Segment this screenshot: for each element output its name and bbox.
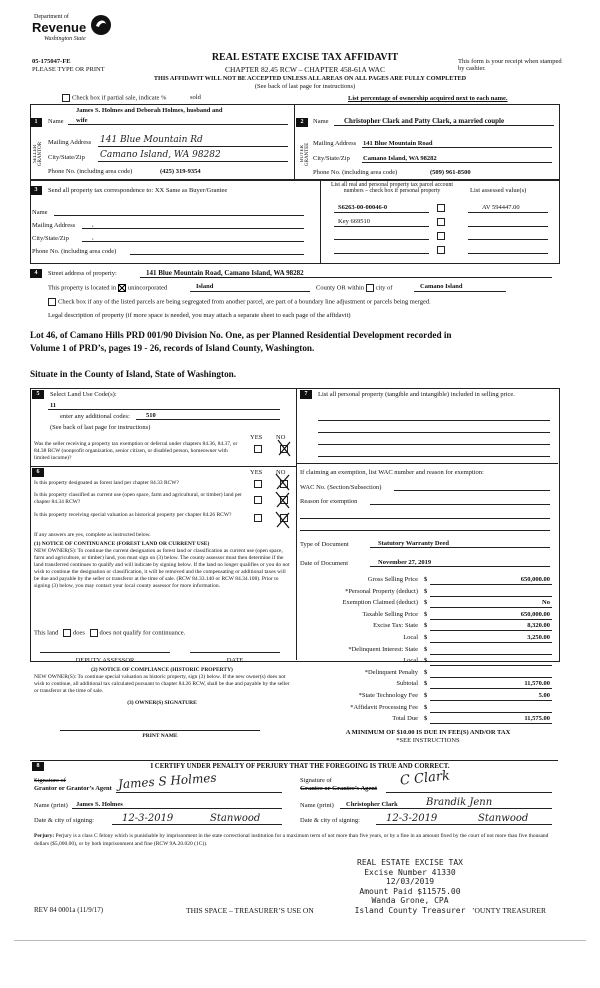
stamp-line-2: Excise Number 41330: [364, 867, 456, 877]
section-3-number: 3: [30, 186, 42, 195]
footer-bottom-line: [14, 940, 586, 941]
partial-sale-checkbox[interactable]: [62, 94, 70, 102]
additional-codes-label: enter any additional codes:: [60, 413, 130, 420]
seller-name-label: Name: [48, 118, 64, 125]
land-use-label: Select Land Use Code(s):: [50, 391, 117, 398]
tax-row-label: Excise Tax: State: [373, 622, 418, 630]
county-value[interactable]: Island: [196, 283, 214, 290]
grantor-print-underline: [72, 808, 282, 809]
tax-row-label: Local: [403, 634, 418, 641]
parcel-2[interactable]: Key 669510: [338, 218, 370, 225]
street-label: Street address of property:: [48, 270, 117, 277]
forest-yes-checkbox[interactable]: [254, 480, 262, 488]
tax-row-label: Gross Selling Price: [367, 576, 418, 583]
seller-side-label: SELLER GRANTOR: [33, 141, 43, 167]
grantee-date-underline: [376, 824, 552, 825]
tax-row-label: Taxable Selling Price: [362, 610, 418, 618]
owner-sig-label: (3) OWNER(S) SIGNATURE: [127, 700, 197, 706]
footer-rev: REV 84 0001a (11/9/17): [34, 906, 104, 914]
city-of-label: city of: [375, 284, 393, 292]
exemption-claim-label: If claiming an exemption, list WAC number and reason for exemption:: [300, 469, 484, 476]
personal-line-4: [318, 456, 550, 457]
sig-grantee-label-1: Signature of: [300, 777, 332, 784]
certify-statement: I CERTIFY UNDER PENALTY OF PERJURY THAT THE FOREGOING IS TRUE AND CORRECT.: [150, 763, 450, 770]
tax-row-underline: [430, 630, 552, 631]
tax-row-underline: [430, 584, 552, 585]
see-back: (See back of last page for instructions): [254, 83, 356, 90]
section-7-mid-line: [296, 463, 558, 464]
tax-row-label: *Personal Property (deduct): [345, 587, 418, 595]
seller-mailing-label: Mailing Address: [48, 139, 92, 146]
form-id: 05-175047-FE: [32, 58, 71, 65]
tax-row-label: *State Technology Fee: [358, 692, 418, 699]
buyer-name-value[interactable]: Christopher Clark and Patty Clark, a married couple: [344, 117, 505, 125]
historic-question: Is this property receiving special valuation as historical property per chapter 84.26 RCW?: [34, 512, 232, 518]
grantor-date-city-label: Date & city of signing:: [34, 817, 94, 824]
tax-row-dollar: $: [424, 576, 428, 583]
form-warning: THIS AFFIDAVIT WILL NOT BE ACCEPTED UNLESS ALL AREAS ON ALL PAGES ARE FULLY COMPLETED: [153, 75, 467, 82]
forest-question: Is this property designated as forest land per chapter 84.33 RCW?: [34, 480, 179, 486]
section-8-number: 8: [32, 762, 44, 771]
seller-city-underline: [98, 161, 288, 162]
does-not-checkbox[interactable]: [90, 629, 98, 637]
grantor-print-label: Name (print): [34, 802, 68, 809]
deputy-date-underline: [190, 652, 280, 653]
tax-row-label: *Delinquent Interest: State: [348, 645, 418, 653]
segregated-row: [48, 298, 431, 306]
buyer-mailing-value[interactable]: 141 Blue Mountain Road: [363, 140, 433, 147]
grantee-print-label: Name (print): [300, 802, 334, 809]
seller-name-line1: James S. Holmes and Deborah Holmes, husband and: [76, 107, 223, 114]
street-underline: [140, 277, 552, 278]
grantor-city[interactable]: Stanwood: [210, 813, 261, 824]
buyer-phone-label: Phone No. (including area code): [313, 169, 398, 176]
legal-label: Legal description of property (if more space is needed, you may attach a separate sheet to each page of the affidavit): [48, 312, 351, 319]
tax-row-underline: [430, 688, 552, 689]
grantor-date[interactable]: 12-3-2019: [122, 813, 174, 824]
seller-city-value[interactable]: Camano Island, WA 98282: [100, 150, 221, 160]
corr-mailing-label: Mailing Address: [32, 222, 76, 229]
tax-row-dollar: $: [424, 680, 428, 688]
does-label: does: [73, 629, 85, 637]
stamp-line-4: Amount Paid $11575.00: [359, 886, 461, 896]
seller-mailing-underline: [98, 146, 288, 147]
tax-row-label: Exemption Claimed (deduct): [342, 599, 418, 607]
stamp-line-3: 12/03/2019: [385, 877, 435, 886]
partial-sale-row: [62, 94, 201, 102]
grantor-date-underline: [112, 824, 282, 825]
ownership-note: List percentage of ownership acquired next to each name.: [348, 95, 508, 102]
notice2-title: (2) NOTICE OF COMPLIANCE (HISTORIC PROPERTY): [91, 667, 233, 673]
land-use-value[interactable]: 11: [50, 402, 57, 409]
notice1-title: (1) NOTICE OF CONTINUANCE (FOREST LAND OR CURRENT USE): [34, 541, 210, 547]
notice2-body: NEW OWNER(S): To continue special valuation as historic property, sign (3) below. If the new owner(s) does not wish to continue, all additional tax calculated pursuant to chapter 84.26 RCW, shall be due and payable by the seller or transferor at the time of sale.: [34, 674, 290, 694]
doc-date-label: Date of Document: [300, 560, 349, 567]
section-6-number: 6: [32, 468, 44, 477]
footer-space: THIS SPACE – TREASURER’S USE ON: [186, 906, 314, 915]
please-type: PLEASE TYPE OR PRINT: [32, 66, 105, 73]
personal-property-label: List all personal property (tangible and intangible) included in selling price.: [318, 391, 515, 398]
buyer-name-underline: [334, 125, 554, 126]
logo-swirl-icon: [90, 14, 112, 36]
does-checkbox[interactable]: [63, 629, 71, 637]
grantor-signature[interactable]: James S Holmes: [117, 770, 217, 792]
wac-underline: [394, 490, 550, 491]
section-4-number: 4: [30, 269, 42, 278]
assessed-header: List assessed value(s): [470, 187, 527, 194]
doc-type-underline: [370, 547, 550, 548]
buyer-side-label: BUYER GRANTEE: [300, 142, 310, 166]
grantee-signature[interactable]: C Clark: [399, 768, 451, 789]
tax-row-underline: [430, 700, 552, 701]
doc-date-underline: [370, 566, 550, 567]
footer-county-treasurer: ’OUNTY TREASURER: [472, 906, 546, 915]
tax-row-value[interactable]: No: [542, 599, 550, 607]
tax-row-label: Subtotal: [396, 680, 418, 688]
reason-line-3: [300, 530, 550, 531]
corr-name-label: Name: [32, 209, 48, 216]
grantor-print-value[interactable]: James S. Holmes: [76, 801, 123, 808]
section5-yes: YES: [250, 434, 263, 441]
exemption-yes-checkbox[interactable]: [254, 445, 262, 453]
buyer-name-label: Name: [313, 118, 329, 125]
sig-grantee-label-2: Grantee or Grantee’s Agent: [300, 785, 378, 792]
buyer-mailing-underline: [362, 147, 552, 148]
buyer-phone-value[interactable]: (509) 961-8500: [430, 169, 471, 176]
assessed-1[interactable]: AV 594447.00: [482, 204, 520, 211]
section-5-number: 5: [32, 390, 44, 399]
county-underline: [190, 291, 310, 292]
tax-row-dollar: $: [424, 645, 428, 653]
exemption-no-mark-icon: [276, 438, 292, 458]
receipt-note: This form is your receipt when stamped by cashier.: [458, 58, 562, 72]
seller-city-label: City/State/Zip: [48, 154, 85, 161]
grantee-sig-underline: [386, 792, 552, 793]
seller-name-line2: wife: [76, 117, 88, 124]
corr-mailing-underline: [82, 228, 304, 229]
partial-sale-label: Check box if partial sale, indicate %: [72, 94, 167, 102]
land-use-underline: [48, 409, 280, 410]
parcels-header: List all real and personal property tax parcel account numbers – check box if personal property: [330, 182, 453, 194]
assessed-4-underline: [468, 253, 548, 254]
tax-row-underline: [430, 596, 552, 597]
tax-row-value[interactable]: 11,570.00: [524, 680, 550, 688]
legal-line-3: Situate in the County of Island, State of Washington.: [30, 369, 237, 379]
notice1-body: NEW OWNER(S): To continue the current designation as forest land or classification as current use (open space, farm and agriculture, or timber) land, you must sign on (3) below. The county assessor must then determine if the land transferred continues to qualify and will indicate by signing below. If the land no longer qualifies or you do not wish to continue the designation or classification, it will be removed and the compensating or additional taxes will be due and payable by the seller or transferor at the time of sale. (RCW 84.33.140 or RCW 84.34.108). Prior to signing (3) below, you may contact your local county assessor for more information.: [34, 548, 290, 589]
deputy-date-label: DATE: [226, 657, 244, 664]
assessed-1-underline: [468, 212, 548, 213]
seller-phone-value[interactable]: (425) 319-9354: [160, 168, 201, 175]
street-value[interactable]: 141 Blue Mountain Road, Camano Island, WA 98282: [146, 269, 304, 277]
reason-line-2: [300, 518, 550, 519]
deputy-underline: [40, 652, 170, 653]
grantee-print-underline: [340, 808, 552, 809]
section6-no: NO: [276, 469, 286, 476]
tax-row-underline: [430, 619, 552, 620]
parcel-1-checkbox[interactable]: [437, 204, 445, 212]
located-label: This property is located in: [48, 284, 117, 292]
deputy-label: DEPUTY ASSESSOR: [75, 657, 135, 664]
reason-label: Reason for exemption: [300, 498, 358, 505]
tax-row-label: Total Due: [392, 715, 418, 723]
tax-row-dollar: $: [424, 599, 428, 607]
corr-city-value[interactable]: ,: [92, 234, 94, 241]
historic-yes-checkbox[interactable]: [254, 514, 262, 522]
minimum-note: A MINIMUM OF $10.00 IS DUE IN FEE(S) AND/OR TAX: [345, 729, 511, 736]
treasurer-stamp: [330, 858, 490, 915]
owner-sig-underline: [60, 730, 260, 731]
personal-line-3: [318, 444, 550, 445]
tax-row-underline: [430, 712, 552, 713]
tax-row-underline: [430, 654, 552, 655]
personal-line-1: [318, 420, 550, 421]
parcel-4-underline: [334, 253, 429, 254]
tax-row-value[interactable]: 5.00: [538, 692, 550, 699]
grantee-date-city-label: Date & city of signing:: [300, 817, 360, 824]
grantee-date[interactable]: 12-3-2019: [386, 813, 438, 824]
segregated-checkbox[interactable]: [48, 298, 56, 306]
section5-no: NO: [276, 434, 286, 441]
correspondence-label: Send all property tax correspondence to: XX Same as Buyer/Grantee: [48, 187, 228, 194]
doc-type-label: Type of Document: [300, 541, 349, 548]
section5-see-back: (See back of last page for instructions): [50, 424, 151, 431]
perjury-statement: [34, 833, 554, 848]
form-chapter: CHAPTER 82.45 RCW – CHAPTER 458-61A WAC: [225, 65, 385, 74]
city-checkbox[interactable]: [366, 284, 374, 292]
parcel-2-underline: [334, 226, 429, 227]
parcel-3-underline: [334, 239, 429, 240]
form-title: REAL ESTATE EXCISE TAX AFFIDAVIT: [211, 52, 399, 63]
city-underline: [414, 291, 506, 292]
tax-row-label: Local: [403, 657, 418, 665]
tax-row-dollar: $: [424, 622, 428, 630]
exemption-question: Was the seller receiving a property tax exemption or deferral under chapters 84.36, 84.37, or 84.38 RCW (nonprofit organization, senior citizen, or disabled person, homeowner with limited income)?: [34, 441, 238, 461]
doc-date-value[interactable]: November 27, 2019: [378, 559, 432, 566]
tax-row-value[interactable]: 11,575.00: [524, 715, 550, 723]
this-land-row: [34, 629, 185, 637]
additional-codes-value[interactable]: 510: [146, 412, 156, 419]
tax-row-dollar: $: [424, 587, 428, 595]
dor-logo: [32, 14, 112, 54]
does-not-label: does not qualify for continuance.: [99, 629, 186, 637]
section-divider: [294, 104, 295, 179]
stamp-line-6: Island County Treasurer: [354, 905, 466, 915]
seller-mailing-value[interactable]: 141 Blue Mountain Rd: [100, 135, 203, 145]
buyer-mailing-label: Mailing Address: [313, 140, 357, 147]
corr-city-underline: [82, 241, 304, 242]
parcel-2-checkbox[interactable]: [437, 218, 445, 226]
county-or-label: County OR within: [316, 284, 365, 292]
logo-state-text: Washington State: [44, 36, 86, 42]
buyer-city-value[interactable]: Camano Island, WA 98282: [363, 155, 437, 162]
tax-row-value[interactable]: 8,320.00: [527, 622, 550, 630]
city-value[interactable]: Camano Island: [420, 283, 463, 290]
section-2-number: 2: [296, 118, 308, 127]
legal-line-2: Volume 1 of PRD’s, pages 19 - 26, records of Island County, Washington.: [30, 343, 315, 353]
section-6-top-line: [30, 466, 296, 467]
if-yes-note: If any answers are yes, complete as instructed below.: [34, 532, 151, 538]
perjury-label: Perjury:: [34, 833, 55, 839]
logo-dept-text: Department of: [34, 14, 69, 20]
grantee-print-handwritten: Brandik Jenn: [426, 797, 493, 808]
tax-row-value[interactable]: 650,000.00: [520, 610, 550, 618]
sold-label: sold: [190, 94, 201, 102]
unincorporated-label: unincorporated: [127, 284, 168, 292]
tax-row-underline: [430, 723, 552, 724]
current-use-question: Is this property classified as current use (open space, farm and agricultural, or timber) land per chapter 84.34 RCW?: [34, 492, 242, 505]
tax-row-label: *Delinquent Penalty: [364, 668, 418, 676]
section-5-7-divider: [296, 388, 297, 660]
corr-name-underline: [54, 215, 304, 216]
section-8-top-line: [30, 760, 558, 761]
additional-codes-underline: [136, 419, 280, 420]
section-1-number: 1: [30, 118, 42, 127]
tax-row-dollar: $: [424, 715, 428, 723]
tax-row-label: *Affidavit Processing Fee: [350, 703, 418, 711]
see-instructions: *SEE INSTRUCTIONS: [396, 737, 460, 744]
current-use-yes-checkbox[interactable]: [254, 496, 262, 504]
tax-row-underline: [430, 677, 552, 678]
section6-yes: YES: [250, 469, 263, 476]
tax-row-underline: [430, 665, 552, 666]
county-or-row: [316, 284, 392, 292]
unincorporated-checkbox[interactable]: [118, 284, 126, 292]
grantee-city[interactable]: Stanwood: [478, 813, 529, 824]
seller-phone-label: Phone No. (including area code): [48, 168, 133, 175]
grantee-print-value[interactable]: Christopher Clark: [346, 801, 398, 808]
perjury-text: Perjury is a class C felony which is punishable by imprisonment in the state correctional institution for a maximum term of not more than five years, or by a fine in an amount fixed by the court of not more than five thousand dollars ($5,000.00), or by both imprisonment and fine (RCW 9A.20.020 (1C)).: [34, 833, 549, 847]
section6-no-marks-icon: [274, 472, 292, 530]
personal-line-2: [318, 432, 550, 433]
corr-phone-underline: [130, 254, 304, 255]
tax-row-dollar: $: [424, 692, 428, 699]
segregated-label: Check box if any of the listed parcels are being segregated from another parcel, are part of a boundary line adjustment or parcels being merged.: [58, 298, 431, 306]
logo-main-text: Revenue: [32, 20, 87, 35]
tax-row-underline: [430, 642, 552, 643]
tax-row-dollar: $: [424, 657, 428, 665]
tax-row-dollar: $: [424, 703, 428, 711]
tax-row-value[interactable]: 3,250.00: [527, 634, 550, 641]
tax-row-dollar: $: [424, 668, 428, 676]
legal-line-1: Lot 46, of Camano Hills PRD 001/90 Division No. One, as per Planned Residential Development recorded in: [30, 330, 452, 340]
parcel-1-underline: [334, 212, 429, 213]
buyer-city-label: City/State/Zip: [313, 155, 350, 162]
parcel-1[interactable]: S6263-00-00046-0: [338, 204, 388, 211]
stamp-line-1: REAL ESTATE EXCISE TAX: [357, 858, 463, 867]
corr-mailing-value[interactable]: ,: [92, 221, 94, 228]
tax-row-dollar: $: [424, 634, 428, 641]
stamp-line-5: Wanda Grone, CPA: [371, 896, 449, 905]
parcel-4-checkbox[interactable]: [437, 246, 445, 254]
grantor-sig-underline: [116, 792, 282, 793]
section-7-number: 7: [300, 390, 312, 399]
located-row: [48, 284, 167, 292]
wac-label: WAC No. (Section/Subsection): [300, 484, 382, 491]
reason-underline: [370, 504, 550, 505]
sig-grantor-label-1: Signature of: [34, 777, 66, 784]
tax-row-underline: [430, 607, 552, 608]
this-land-label: This land: [34, 629, 59, 637]
parcel-3-checkbox[interactable]: [437, 232, 445, 240]
corr-phone-label: Phone No. (including area code): [32, 248, 117, 255]
assessed-2-underline: [468, 226, 548, 227]
buyer-city-underline: [362, 162, 552, 163]
corr-city-label: City/State/Zip: [32, 235, 69, 242]
section-3-divider: [320, 180, 321, 263]
tax-row-value[interactable]: 650,000.00: [520, 576, 550, 583]
tax-row-dollar: $: [424, 610, 428, 618]
print-name-label: PRINT NAME: [142, 733, 178, 739]
seller-name-underline: [68, 124, 288, 125]
assessed-3-underline: [468, 239, 548, 240]
sig-grantor-label-2: Grantor or Grantor’s Agent: [34, 785, 112, 792]
doc-type-value[interactable]: Statutory Warranty Deed: [378, 540, 450, 547]
